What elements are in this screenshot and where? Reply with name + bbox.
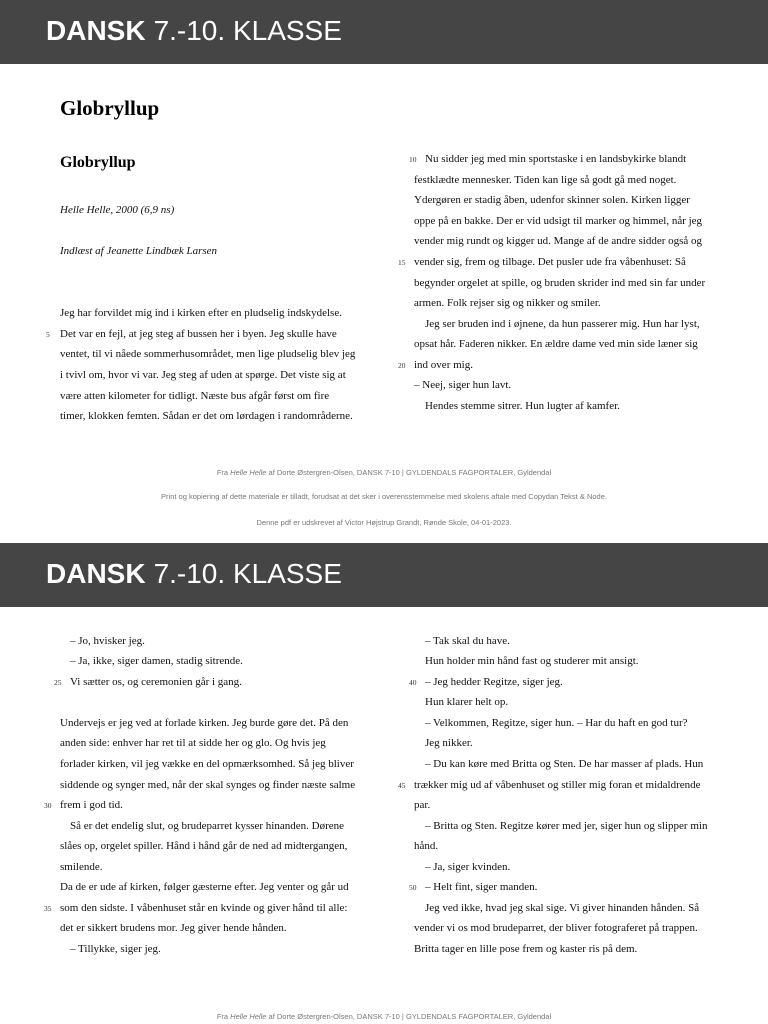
text-line: Nu sidder jeg med min sportstaske i en landsbykirke blandt bbox=[425, 153, 687, 165]
reader-line: Indlæst af Jeanette Lindbæk Larsen bbox=[60, 245, 218, 257]
text-line: hånd. bbox=[414, 840, 439, 852]
line-number: 10 bbox=[409, 155, 417, 164]
text-line: Jeg nikker. bbox=[425, 737, 473, 749]
text-line: Hun holder min hånd fast og studerer mit ansigt. bbox=[425, 655, 639, 667]
line-number: 15 bbox=[398, 258, 406, 267]
header-grade: 7.-10. KLASSE bbox=[153, 15, 342, 46]
text-line: begynder orgelet at spille, og bruden skrider ind med sin far under bbox=[414, 277, 706, 289]
text-line: Jeg har forvildet mig ind i kirken efter en pludselig indskydelse. bbox=[60, 307, 342, 319]
author-line: Helle Helle, 2000 (6,9 ns) bbox=[60, 204, 175, 216]
credit-title: Helle Helle bbox=[230, 1012, 267, 1021]
text-line: – Helt fint, siger manden. bbox=[425, 881, 538, 893]
line-number: 5 bbox=[46, 330, 50, 339]
credit-rest: af Dorte Østergren-Olsen, DANSK 7-10 | GYLDENDALS FAGPORTALER, Gyldendal bbox=[266, 1012, 552, 1021]
text-line: timer, klokken femten. Sådan er det om lørdagen i randområderne. bbox=[60, 410, 353, 422]
line-number: 40 bbox=[409, 678, 417, 687]
text-line: Britta tager en lille pose frem og kaster ris på dem. bbox=[414, 943, 638, 955]
line-number: 30 bbox=[44, 801, 52, 810]
page-header-banner bbox=[0, 0, 768, 64]
credit-footer bbox=[0, 1012, 768, 1021]
text-line: Ydergøren er stadig åben, udenfor skinner solen. Kirken ligger bbox=[414, 194, 690, 206]
text-line: – Jeg hedder Regitze, siger jeg. bbox=[425, 676, 563, 688]
text-line: anden side: enhver har ret til at sidde her og glo. Og hvis jeg bbox=[60, 737, 326, 749]
credit-rest: af Dorte Østergren-Olsen, DANSK 7-10 | GYLDENDALS FAGPORTALER, Gyldendal bbox=[266, 468, 552, 477]
text-line: Hun klarer helt op. bbox=[425, 696, 509, 708]
header-title bbox=[46, 558, 342, 590]
text-line: – Du kan køre med Britta og Sten. De har masser af plads. Hun bbox=[425, 758, 704, 770]
header-grade: 7.-10. KLASSE bbox=[153, 558, 342, 589]
text-line: opsat hår. Faderen nikker. En ældre dame ved min side læner sig bbox=[414, 338, 698, 350]
text-line: – Velkommen, Regitze, siger hun. – Har du haft en god tur? bbox=[425, 717, 688, 729]
text-line: siddende og synger med, når der skal synges og finder næste salme bbox=[60, 779, 356, 791]
credit-footer bbox=[0, 468, 768, 477]
text-line: par. bbox=[414, 799, 431, 811]
text-line: Jeg ser bruden ind i øjnene, da hun passerer mig. Hun har lyst, bbox=[425, 318, 700, 330]
line-number: 45 bbox=[398, 781, 406, 790]
header-title bbox=[46, 15, 342, 47]
story-title: Globryllup bbox=[60, 154, 136, 171]
text-line: vender mig rundt og kigger ud. Mange af de andre sidder også og bbox=[414, 235, 703, 247]
text-line: forlader kirken, vil jeg vække en del opmærksomhed. Så jeg bliver bbox=[60, 758, 354, 770]
text-line: Undervejs er jeg ved at forlade kirken. Jeg burde gøre det. På den bbox=[60, 717, 349, 729]
text-line: festklædte mennesker. Tiden kan lige så godt gå med noget. bbox=[414, 174, 677, 186]
text-line: armen. Folk rejser sig og nikker og smiler. bbox=[414, 297, 601, 309]
text-line: – Tak skal du have. bbox=[425, 635, 510, 647]
text-line: Hendes stemme sitrer. Hun lugter af kamfer. bbox=[425, 400, 620, 412]
text-line: vender vi os mod brudeparret, der bliver fotograferet på trappen. bbox=[414, 922, 698, 934]
text-line: – Ja, ikke, siger damen, stadig sitrende. bbox=[70, 655, 243, 667]
line-number: 20 bbox=[398, 361, 406, 370]
text-line: Jeg ved ikke, hvad jeg skal sige. Vi giver hinanden hånden. Så bbox=[425, 902, 700, 914]
text-line: vender sig, frem og tilbage. Det pusler ude fra våbenhuset: Så bbox=[414, 256, 686, 268]
text-line: smilende. bbox=[60, 861, 103, 873]
credit-prefix: Fra bbox=[216, 468, 231, 477]
text-line: – Neej, siger hun lavt. bbox=[414, 379, 512, 391]
print-note: Print og kopiering af dette materiale er tilladt, forudsat at det sker i overensstemmelse med skolens aftale med Copydan Tekst & Node. bbox=[161, 492, 607, 501]
line-number: 35 bbox=[44, 904, 52, 913]
text-line: som den sidste. I våbenhuset står en kvinde og giver hånd til alle: bbox=[60, 902, 348, 914]
download-note: Denne pdf er udskrevet af Victor Højstrup Grandt, Rønde Skole, 04-01-2023. bbox=[256, 518, 512, 527]
text-line: være atten kilometer for tidligt. Næste bus afgår først om fire bbox=[60, 390, 330, 402]
text-line: ind over mig. bbox=[414, 359, 473, 371]
text-line: – Britta og Sten. Regitze kører med jer, siger hun og slipper min bbox=[425, 820, 708, 832]
credit-title: Helle Helle bbox=[230, 468, 267, 477]
page-header-banner bbox=[0, 543, 768, 607]
text-line: trækker mig ud af våbenhuset og stiller mig foran et midaldrende bbox=[414, 779, 701, 791]
text-line: slåes op, orgelet spiller. Hånd i hånd går de ned ad midtergangen, bbox=[60, 840, 348, 852]
header-subject: DANSK bbox=[46, 558, 146, 589]
text-line: oppe på en bakke. Der er vid udsigt til marker og himmel, når jeg bbox=[414, 215, 703, 227]
credit-prefix: Fra bbox=[216, 1012, 231, 1021]
text-line: Vi sætter os, og ceremonien går i gang. bbox=[70, 676, 242, 688]
text-line: frem i god tid. bbox=[60, 799, 123, 811]
document-title: Globryllup bbox=[60, 96, 160, 120]
text-line: Det var en fejl, at jeg steg af bussen her i byen. Jeg skulle have bbox=[60, 328, 337, 340]
text-line: – Tillykke, siger jeg. bbox=[70, 943, 161, 955]
text-line: – Ja, siger kvinden. bbox=[425, 861, 511, 873]
line-number: 25 bbox=[54, 678, 62, 687]
text-line: – Jo, hvisker jeg. bbox=[70, 635, 145, 647]
text-line: Så er det endelig slut, og brudeparret kysser hinanden. Dørene bbox=[70, 820, 344, 832]
line-number: 50 bbox=[409, 883, 417, 892]
text-line: ventet, til vi nåede sommerhusområdet, men lige pludselig blev jeg bbox=[60, 348, 356, 360]
text-line: det er sikkert brudens mor. Jeg giver hende hånden. bbox=[60, 922, 287, 934]
text-line: i tvivl om, hvor vi var. Jeg steg af uden at spørge. Det viste sig at bbox=[60, 369, 346, 381]
header-subject: DANSK bbox=[46, 15, 146, 46]
text-line: Da de er ude af kirken, følger gæsterne efter. Jeg venter og går ud bbox=[60, 881, 349, 893]
